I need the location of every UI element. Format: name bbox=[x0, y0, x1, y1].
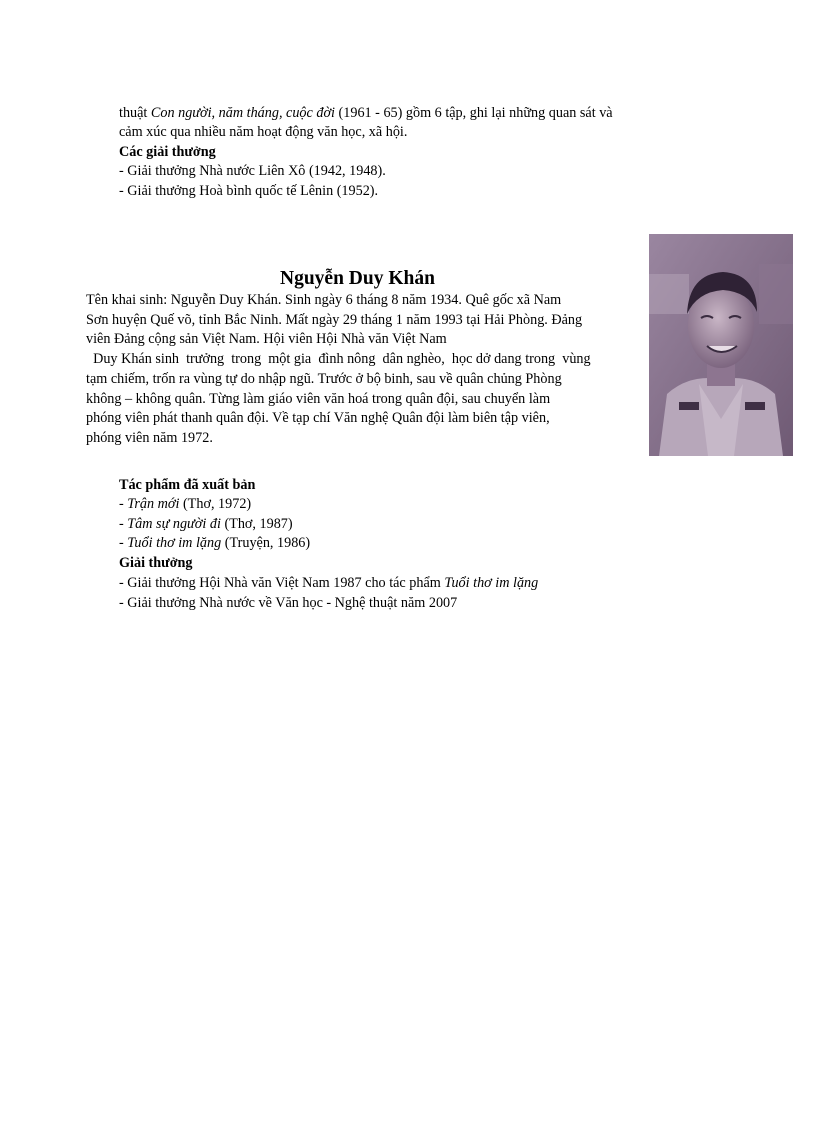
intro-book-title: Con người, năm tháng, cuộc đời bbox=[150, 105, 335, 121]
bio-line: Duy Khán sinh trưởng trong một gia đình nông dân nghèo, học dở dang trong vùng bbox=[86, 351, 591, 367]
work-detail: (Truyện, 1986) bbox=[221, 535, 311, 551]
intro-line-2: cảm xúc qua nhiều năm hoạt động văn học, xã hội. bbox=[119, 124, 408, 140]
awards-heading: Giải thưởng bbox=[119, 555, 193, 571]
intro-award-item: - Giải thưởng Nhà nước Liên Xô (1942, 1948). bbox=[119, 163, 386, 179]
works-heading: Tác phẩm đã xuất bản bbox=[119, 477, 256, 493]
work-item bbox=[119, 534, 310, 553]
work-item bbox=[119, 495, 251, 514]
intro-award-item: - Giải thưởng Hoà bình quốc tế Lênin (1952). bbox=[119, 183, 379, 199]
award-item: - Giải thưởng Nhà nước về Văn học - Nghệ thuật năm 2007 bbox=[119, 595, 458, 611]
bio-line: Sơn huyện Quế võ, tỉnh Bắc Ninh. Mất ngày 29 tháng 1 năm 1993 tại Hải Phòng. Đảng bbox=[86, 312, 583, 328]
bio-line: phóng viên năm 1972. bbox=[86, 430, 213, 446]
intro-line-1 bbox=[119, 104, 613, 123]
portrait-illustration bbox=[649, 234, 793, 456]
work-title: Trận mới bbox=[127, 496, 180, 512]
portrait-photo bbox=[649, 234, 793, 456]
intro-awards-heading: Các giải thưởng bbox=[119, 144, 216, 160]
work-detail: (Thơ, 1987) bbox=[220, 516, 293, 532]
work-bullet: - bbox=[119, 535, 128, 551]
work-title: Tâm sự người đi bbox=[127, 516, 221, 532]
award-text: - Giải thưởng Hội Nhà văn Việt Nam 1987 cho tác phẩm bbox=[119, 575, 445, 591]
intro-line-1-prefix: thuật bbox=[119, 105, 151, 121]
award-item bbox=[119, 574, 538, 593]
bio-line: phóng viên phát thanh quân đội. Về tạp chí Văn nghệ Quân đội làm biên tập viên, bbox=[86, 410, 550, 426]
bio-line: tạm chiếm, trốn ra vùng tự do nhập ngũ. Trước ở bộ binh, sau về quân chủng Phòng bbox=[86, 371, 562, 387]
work-detail: (Thơ, 1972) bbox=[179, 496, 252, 512]
bio-line: không – không quân. Từng làm giáo viên văn hoá trong quân đội, sau chuyển làm bbox=[86, 391, 551, 407]
profile-name: Nguyễn Duy Khán bbox=[280, 268, 435, 289]
intro-line-1-suffix: (1961 - 65) gồm 6 tập, ghi lại những quan sát và bbox=[334, 105, 613, 121]
bio-line: viên Đảng cộng sản Việt Nam. Hội viên Hội Nhà văn Việt Nam bbox=[86, 331, 447, 347]
work-title: Tuổi thơ im lặng bbox=[127, 535, 222, 551]
award-work-title: Tuổi thơ im lặng bbox=[444, 575, 539, 591]
work-item bbox=[119, 515, 293, 534]
bio-line: Tên khai sinh: Nguyễn Duy Khán. Sinh ngày 6 tháng 8 năm 1934. Quê gốc xã Nam bbox=[86, 292, 562, 308]
work-bullet: - bbox=[119, 496, 128, 512]
work-bullet: - bbox=[119, 516, 128, 532]
